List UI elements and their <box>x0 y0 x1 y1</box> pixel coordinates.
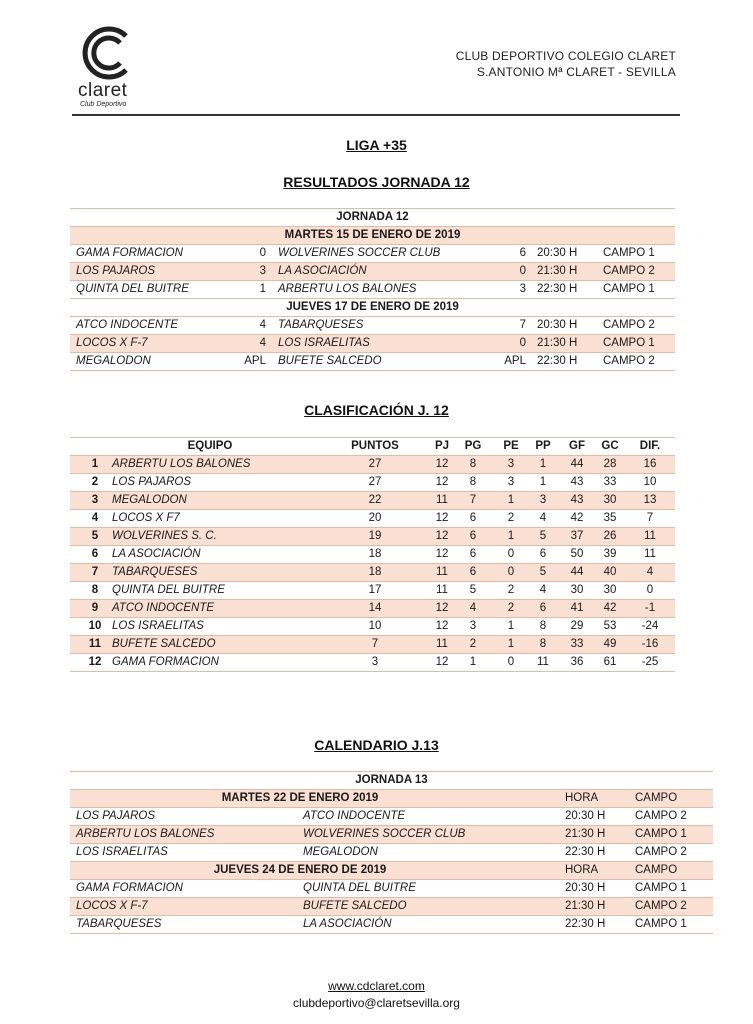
match-field: CAMPO 1 <box>603 337 655 349</box>
header-divider <box>72 114 680 116</box>
won: 8 <box>469 476 477 488</box>
drawn: 2 <box>507 602 515 614</box>
standings-row <box>70 546 675 564</box>
goals-against: 26 <box>603 530 617 542</box>
goals-for: 43 <box>570 494 584 506</box>
lost: 1 <box>539 476 547 488</box>
header-pj: PJ <box>434 440 450 452</box>
match-time: 20:30 H <box>537 319 578 331</box>
lost: 5 <box>539 530 547 542</box>
drawn: 1 <box>507 620 515 632</box>
calendar-day1-header <box>70 790 713 808</box>
calendar-row <box>70 898 713 916</box>
team-name: GAMA FORMACION <box>112 656 219 668</box>
played: 11 <box>436 638 448 650</box>
away-team: LOS ISRAELITAS <box>278 337 370 349</box>
lost: 6 <box>539 548 547 560</box>
played: 11 <box>436 566 448 578</box>
home-team: ATCO INDOCENTE <box>76 319 179 331</box>
calendar-row <box>70 880 713 898</box>
calendar-row <box>70 808 713 826</box>
standings-header-row <box>70 437 675 456</box>
lost: 4 <box>539 512 547 524</box>
match-field: CAMPO 2 <box>603 319 655 331</box>
logo-wordmark: claret <box>78 80 128 101</box>
position: 1 <box>91 458 99 470</box>
standings-row <box>70 510 675 528</box>
footer-email: clubdeportivo@claretsevilla.org <box>293 996 460 1010</box>
lost: 3 <box>539 494 547 506</box>
home-score: 4 <box>259 337 266 349</box>
drawn: 1 <box>507 494 515 506</box>
goal-difference: -16 <box>641 638 659 650</box>
goal-difference: -25 <box>641 656 659 668</box>
goals-for: 50 <box>570 548 584 560</box>
points: 10 <box>368 620 382 632</box>
calendar-title: CALENDARIO J.13 <box>314 737 439 753</box>
goals-against: 40 <box>603 566 617 578</box>
away-team: BUFETE SALCEDO <box>278 355 382 367</box>
header-pg: PG <box>464 440 482 452</box>
away-team: WOLVERINES SOCCER CLUB <box>278 247 441 259</box>
goals-against: 49 <box>603 638 617 650</box>
points: 20 <box>368 512 382 524</box>
footer-website-link[interactable]: www.cdclaret.com <box>328 979 425 993</box>
played: 11 <box>436 494 448 506</box>
match-time: 20:30 H <box>565 810 606 822</box>
standings-row <box>70 636 675 654</box>
team-name: MEGALODON <box>112 494 187 506</box>
header-gc: GC <box>601 440 619 452</box>
goal-difference: -24 <box>641 620 659 632</box>
lost: 11 <box>537 656 549 668</box>
match-time: 22:30 H <box>565 918 606 930</box>
goals-against: 30 <box>603 584 617 596</box>
result-row <box>70 335 675 353</box>
goals-against: 53 <box>603 620 617 632</box>
goals-against: 28 <box>603 458 617 470</box>
match-field: CAMPO 1 <box>635 828 687 840</box>
calendar-table <box>70 771 713 934</box>
team-name: QUINTA DEL BUITRE <box>112 584 225 596</box>
home-team: LOCOS X F-7 <box>76 900 148 912</box>
match-field: CAMPO 2 <box>635 846 687 858</box>
played: 12 <box>435 620 449 632</box>
team-name: LOCOS X F7 <box>112 512 180 524</box>
points: 27 <box>368 476 382 488</box>
match-time: 22:30 H <box>537 355 578 367</box>
position: 5 <box>91 530 99 542</box>
result-row <box>70 317 675 335</box>
lost: 5 <box>539 566 547 578</box>
results-jornada-header: JORNADA 12 <box>70 208 675 227</box>
goals-for: 36 <box>570 656 584 668</box>
header-gf: GF <box>569 440 585 452</box>
home-team: LOCOS X F-7 <box>76 337 148 349</box>
result-row <box>70 353 675 371</box>
results-table <box>70 208 675 371</box>
header-pp: PP <box>535 440 551 452</box>
won: 6 <box>469 548 477 560</box>
calendar-row <box>70 844 713 862</box>
home-score: 1 <box>259 283 266 295</box>
away-team: TABARQUESES <box>278 319 364 331</box>
match-time: 21:30 H <box>565 828 606 840</box>
goals-for: 33 <box>570 638 584 650</box>
match-time: 21:30 H <box>565 900 606 912</box>
team-name: LA ASOCIACIÓN <box>112 548 201 560</box>
home-team: ARBERTU LOS BALONES <box>76 828 215 840</box>
played: 12 <box>435 548 449 560</box>
results-title: RESULTADOS JORNADA 12 <box>283 174 470 190</box>
club-name-line2: S.ANTONIO Mª CLARET - SEVILLA <box>476 65 676 79</box>
home-team: MEGALODON <box>76 355 151 367</box>
home-score: 4 <box>259 319 266 331</box>
match-field: CAMPO 2 <box>635 900 687 912</box>
drawn: 2 <box>507 512 515 524</box>
played: 12 <box>435 512 449 524</box>
goals-against: 35 <box>603 512 617 524</box>
results-day1-header: MARTES 15 DE ENERO DE 2019 <box>70 227 675 245</box>
match-field: CAMPO 2 <box>635 810 687 822</box>
calendar-hora-label: HORA <box>565 864 599 876</box>
position: 4 <box>91 512 99 524</box>
standings-row <box>70 582 675 600</box>
header-pe: PE <box>503 440 519 452</box>
match-time: 21:30 H <box>537 265 578 277</box>
header-dif: DIF. <box>639 440 661 452</box>
points: 27 <box>368 458 382 470</box>
match-time: 20:30 H <box>537 247 578 259</box>
home-score: 0 <box>259 247 266 259</box>
away-team: LA ASOCIACIÓN <box>303 918 392 930</box>
standings-row <box>70 654 675 672</box>
won: 4 <box>469 602 477 614</box>
result-row <box>70 245 675 263</box>
match-field: CAMPO 1 <box>635 918 687 930</box>
goals-against: 30 <box>603 494 617 506</box>
home-score: APL <box>244 355 266 367</box>
league-title: LIGA +35 <box>346 137 407 153</box>
won: 6 <box>469 512 477 524</box>
club-logo <box>74 22 144 112</box>
result-row <box>70 263 675 281</box>
standings-row <box>70 492 675 510</box>
won: 6 <box>469 530 477 542</box>
team-name: ARBERTU LOS BALONES <box>112 458 251 470</box>
goals-against: 33 <box>603 476 617 488</box>
standings-row <box>70 456 675 474</box>
club-name <box>456 48 676 80</box>
away-team: LA ASOCIACIÓN <box>278 265 367 277</box>
won: 5 <box>469 584 477 596</box>
position: 8 <box>91 584 99 596</box>
lost: 8 <box>539 638 547 650</box>
won: 6 <box>469 566 477 578</box>
points: 17 <box>368 584 382 596</box>
home-team: TABARQUESES <box>76 918 162 930</box>
goals-for: 37 <box>570 530 584 542</box>
points: 3 <box>371 656 379 668</box>
match-field: CAMPO 2 <box>603 355 655 367</box>
team-name: BUFETE SALCEDO <box>112 638 216 650</box>
away-team: QUINTA DEL BUITRE <box>303 882 416 894</box>
calendar-jornada-header: JORNADA 13 <box>70 771 713 790</box>
result-row <box>70 281 675 299</box>
calendar-hora-label: HORA <box>565 792 599 804</box>
goal-difference: 16 <box>643 458 657 470</box>
team-name: ATCO INDOCENTE <box>112 602 215 614</box>
played: 12 <box>435 476 449 488</box>
team-name: LOS ISRAELITAS <box>112 620 204 632</box>
points: 18 <box>368 566 382 578</box>
home-team: LOS PAJAROS <box>76 265 156 277</box>
club-name-line1: CLUB DEPORTIVO COLEGIO CLARET <box>455 49 676 63</box>
goals-for: 42 <box>570 512 584 524</box>
goals-for: 29 <box>570 620 584 632</box>
drawn: 0 <box>507 656 515 668</box>
played: 12 <box>435 602 449 614</box>
played: 11 <box>436 584 448 596</box>
goal-difference: 0 <box>646 584 654 596</box>
team-name: TABARQUESES <box>112 566 198 578</box>
goals-against: 61 <box>603 656 617 668</box>
away-score: 3 <box>519 283 526 295</box>
match-time: 21:30 H <box>537 337 578 349</box>
goal-difference: 13 <box>643 494 657 506</box>
goals-for: 30 <box>570 584 584 596</box>
goal-difference: -1 <box>644 602 656 614</box>
away-score: 7 <box>519 319 526 331</box>
drawn: 2 <box>507 584 515 596</box>
drawn: 1 <box>507 638 515 650</box>
home-team: GAMA FORMACION <box>76 247 183 259</box>
results-day2-header: JUEVES 17 DE ENERO DE 2019 <box>70 299 675 317</box>
home-team: QUINTA DEL BUITRE <box>76 283 189 295</box>
team-name: LOS PAJAROS <box>112 476 192 488</box>
match-field: CAMPO 1 <box>603 283 655 295</box>
match-field: CAMPO 2 <box>603 265 655 277</box>
calendar-day2-label: JUEVES 24 DE ENERO DE 2019 <box>213 864 387 876</box>
drawn: 0 <box>507 566 515 578</box>
away-team: ATCO INDOCENTE <box>303 810 406 822</box>
position: 2 <box>91 476 99 488</box>
position: 3 <box>91 494 99 506</box>
points: 7 <box>371 638 379 650</box>
position: 10 <box>88 620 102 632</box>
away-team: ARBERTU LOS BALONES <box>278 283 417 295</box>
match-time: 22:30 H <box>565 846 606 858</box>
goal-difference: 11 <box>644 530 656 542</box>
goals-for: 43 <box>570 476 584 488</box>
position: 6 <box>91 548 99 560</box>
won: 1 <box>469 656 477 668</box>
calendar-day1-label: MARTES 22 DE ENERO 2019 <box>221 792 379 804</box>
goal-difference: 11 <box>644 548 656 560</box>
position: 7 <box>91 566 99 578</box>
lost: 6 <box>539 602 547 614</box>
goals-against: 42 <box>603 602 617 614</box>
match-time: 20:30 H <box>565 882 606 894</box>
points: 22 <box>368 494 382 506</box>
played: 12 <box>435 458 449 470</box>
goals-for: 41 <box>570 602 584 614</box>
drawn: 1 <box>507 530 515 542</box>
standings-title: CLASIFICACIÓN J. 12 <box>304 402 449 418</box>
away-score: 0 <box>519 337 526 349</box>
goals-for: 44 <box>570 458 584 470</box>
points: 19 <box>368 530 382 542</box>
header-equipo: EQUIPO <box>187 440 233 452</box>
goal-difference: 4 <box>646 566 654 578</box>
team-name: WOLVERINES S. C. <box>112 530 217 542</box>
calendar-row <box>70 916 713 934</box>
standings-row <box>70 528 675 546</box>
lost: 1 <box>539 458 547 470</box>
position: 12 <box>88 656 102 668</box>
won: 3 <box>469 620 477 632</box>
calendar-row <box>70 826 713 844</box>
points: 18 <box>368 548 382 560</box>
drawn: 0 <box>507 548 515 560</box>
logo-subtitle: Club Deportivo <box>80 101 127 108</box>
away-team: WOLVERINES SOCCER CLUB <box>303 828 466 840</box>
played: 12 <box>435 656 449 668</box>
away-score: 6 <box>519 247 526 259</box>
drawn: 3 <box>507 476 515 488</box>
goals-against: 39 <box>603 548 617 560</box>
standings-table <box>70 437 675 672</box>
position: 9 <box>91 602 99 614</box>
home-team: LOS PAJAROS <box>76 810 156 822</box>
goals-for: 44 <box>570 566 584 578</box>
goal-difference: 10 <box>643 476 657 488</box>
away-score: 0 <box>519 265 526 277</box>
calendar-campo-label: CAMPO <box>635 864 678 876</box>
away-team: MEGALODON <box>303 846 378 858</box>
match-field: CAMPO 1 <box>603 247 655 259</box>
header-puntos: PUNTOS <box>351 440 399 452</box>
match-time: 22:30 H <box>537 283 578 295</box>
home-team: LOS ISRAELITAS <box>76 846 168 858</box>
played: 12 <box>435 530 449 542</box>
lost: 4 <box>539 584 547 596</box>
away-team: BUFETE SALCEDO <box>303 900 407 912</box>
won: 7 <box>469 494 477 506</box>
position: 11 <box>88 638 102 650</box>
standings-row <box>70 474 675 492</box>
lost: 8 <box>539 620 547 632</box>
standings-row <box>70 618 675 636</box>
won: 2 <box>469 638 477 650</box>
calendar-day2-header <box>70 862 713 880</box>
match-field: CAMPO 1 <box>635 882 687 894</box>
home-team: GAMA FORMACION <box>76 882 183 894</box>
standings-row <box>70 600 675 618</box>
won: 8 <box>469 458 477 470</box>
claret-c-logo-icon <box>74 22 144 84</box>
goal-difference: 7 <box>646 512 654 524</box>
away-score: APL <box>504 355 526 367</box>
drawn: 3 <box>507 458 515 470</box>
home-score: 3 <box>259 265 266 277</box>
calendar-campo-label: CAMPO <box>635 792 678 804</box>
points: 14 <box>368 602 382 614</box>
standings-row <box>70 564 675 582</box>
